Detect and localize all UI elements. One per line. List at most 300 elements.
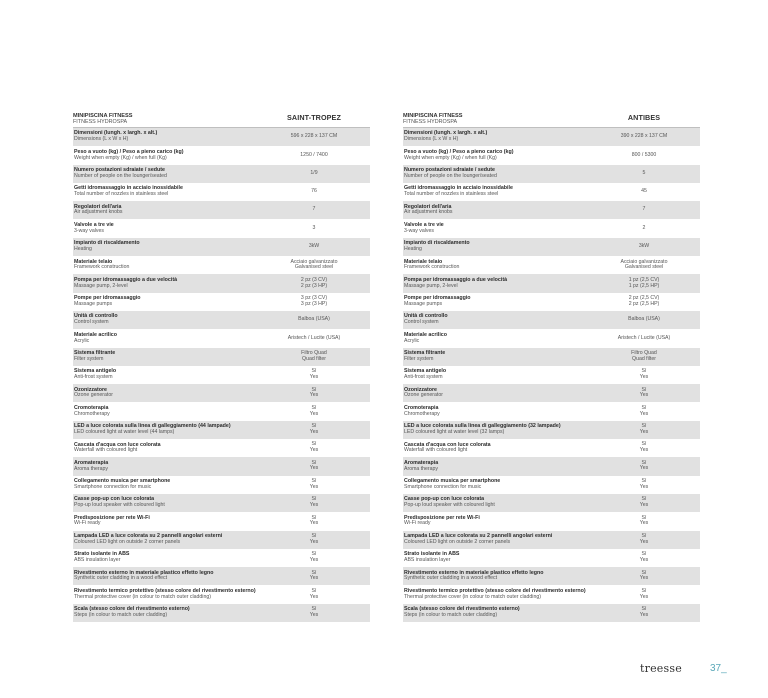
row-label (403, 223, 588, 234)
spec-label-en: Number of people on the lounger/seated (404, 172, 497, 179)
spec-label-en: Massage pumps (404, 300, 443, 307)
spec-label-en: Framework construction (74, 264, 130, 271)
row-label (73, 516, 258, 527)
spec-label-it: Materiale telaio (404, 258, 443, 265)
spec-label-en: Ozone generator (74, 392, 113, 399)
spec-value-line: 7 (312, 206, 316, 213)
table-row (403, 439, 700, 457)
spec-value-line: Sì (641, 496, 647, 503)
spec-value-line: Acciaio galvanizzato (620, 258, 668, 265)
spec-value-line: Quad filter (302, 355, 326, 362)
spec-label-it: Casse pop-up con luce colorata (404, 496, 485, 503)
spec-value (258, 134, 370, 140)
table-row (73, 128, 370, 146)
spec-value (588, 552, 700, 563)
table-row (73, 366, 370, 384)
spec-value (588, 244, 700, 250)
spec-label-en: Coloured LED light on outside 2 corner panels (74, 538, 181, 545)
table-row (403, 128, 700, 146)
table-row (403, 531, 700, 549)
row-label (73, 260, 258, 271)
spec-label-it: Materiale telaio (74, 258, 113, 265)
spec-value-line: Sì (311, 423, 317, 430)
spec-value-line: 76 (311, 188, 317, 195)
spec-value (588, 171, 700, 177)
spec-value-line: 800 / 5300 (631, 151, 657, 158)
row-label (73, 461, 258, 472)
spec-value (588, 406, 700, 417)
spec-value (258, 278, 370, 289)
spec-label-it: Peso a vuoto (kg) / Peso a pieno carico (kg) (404, 148, 514, 155)
table-row (403, 256, 700, 274)
spec-label-it: Cascata d'acqua con luce colorata (74, 441, 161, 448)
header-label (403, 113, 588, 125)
table-row (403, 274, 700, 292)
spec-label-it: Getti idromassaggio in acciaio inossidabile (404, 185, 513, 192)
table-row (403, 219, 700, 237)
row-label (403, 131, 588, 142)
spec-value (588, 388, 700, 399)
spec-label-it: Lampada LED a luce colorata su 2 pannelli angolari esterni (74, 532, 223, 539)
page-number: 37_ (710, 663, 727, 674)
spec-label-it: Pompe per idromassaggio (74, 295, 141, 302)
spec-label-en: Framework construction (404, 264, 460, 271)
spec-table-saint-tropez (73, 107, 370, 622)
spec-label-en: Acrylic (404, 337, 420, 344)
spec-value (588, 207, 700, 213)
row-label (73, 552, 258, 563)
table-row (73, 348, 370, 366)
spec-value-line: 1250 / 7400 (300, 151, 328, 158)
spec-value-line: Sì (641, 404, 647, 411)
spec-value-line: Sì (311, 514, 317, 521)
spec-label-en: Control system (74, 319, 109, 326)
spec-value-line: Yes (639, 502, 649, 509)
spec-value-line: Galvanised steel (624, 264, 664, 271)
table-row (403, 512, 700, 530)
spec-label-en: Filter system (404, 355, 434, 362)
table-row (73, 219, 370, 237)
spec-label-en: Control system (404, 319, 439, 326)
spec-value (258, 479, 370, 490)
spec-value (258, 207, 370, 213)
spec-value-line: Sì (311, 368, 317, 375)
spec-value-line: Sì (641, 386, 647, 393)
spec-value (588, 189, 700, 195)
spec-label-it: Cromoterapia (404, 404, 439, 411)
spec-label-en: Smartphone connection for music (74, 483, 152, 490)
spec-value-line: Sì (311, 386, 317, 393)
header-title-en: FITNESS HYDROSPA (403, 119, 458, 125)
spec-value (258, 226, 370, 232)
row-label (403, 205, 588, 216)
spec-value-line: 1/9 (310, 169, 318, 176)
row-label (403, 296, 588, 307)
row-label (73, 314, 258, 325)
row-label (403, 516, 588, 527)
table-row (73, 183, 370, 201)
table-row (403, 585, 700, 603)
row-label (73, 534, 258, 545)
spec-label-en: Ozone generator (404, 392, 443, 399)
table-row (403, 604, 700, 622)
table-row (73, 439, 370, 457)
row-label (73, 571, 258, 582)
row-label (403, 497, 588, 508)
spec-value-line: Yes (639, 465, 649, 472)
spec-label-en: Air adjustment knobs (404, 209, 453, 216)
row-label (403, 479, 588, 490)
spec-label-en: LED coloured light at water level (32 lamps) (404, 429, 505, 435)
spec-value-line: Sì (311, 478, 317, 485)
spec-value-line: Yes (309, 593, 319, 600)
spec-label-en: Anti-frost system (74, 374, 113, 381)
row-label (403, 461, 588, 472)
spec-value-line: Yes (639, 611, 649, 618)
spec-value-line: Filtro Quad (631, 350, 657, 356)
spec-label-it: Impianto di riscaldamento (74, 240, 140, 247)
row-label (403, 552, 588, 563)
spec-value (258, 607, 370, 618)
spec-value-line: Yes (309, 392, 319, 399)
spec-value (588, 278, 700, 289)
spec-value (588, 260, 700, 271)
spec-label-it: Rivestimento termico protettivo (stesso colore del rivestimento esterno) (404, 587, 586, 594)
model-name: SAINT-TROPEZ (287, 112, 341, 122)
table-row (403, 384, 700, 402)
spec-value (588, 153, 700, 159)
row-label (403, 443, 588, 454)
spec-value (588, 534, 700, 545)
spec-value-line: 2 (642, 224, 646, 231)
spec-label-en: Dimensions (L x W x H) (404, 136, 459, 143)
spec-value (588, 134, 700, 140)
row-label (403, 607, 588, 618)
spec-value-line: Yes (309, 428, 319, 435)
spec-value-line: 3kW (638, 243, 650, 250)
spec-value-line: Quad filter (632, 355, 656, 362)
spec-label-it: Pompa per idromassaggio a due velocità (74, 276, 178, 283)
table-row (73, 512, 370, 530)
spec-label-en: Waterfall with coloured light (404, 447, 468, 454)
spec-value (258, 424, 370, 435)
table-row (73, 256, 370, 274)
spec-value-line: Balboa (USA) (628, 316, 660, 323)
row-label (403, 571, 588, 582)
spec-label-en: Anti-frost system (404, 374, 443, 381)
spec-label-en: ABS insulation layer (404, 557, 451, 564)
header-title-it: MINIPISCINA FITNESS (403, 113, 463, 119)
spec-value (258, 461, 370, 472)
row-label (403, 333, 588, 344)
spec-label-it: Numero postazioni sdraiate / sedute (74, 167, 165, 174)
table-row (403, 311, 700, 329)
spec-label-it: Unità di controllo (74, 313, 118, 320)
table-header (403, 107, 700, 128)
spec-label-en: Chromotherapy (404, 410, 440, 417)
spec-value-line: Sì (641, 532, 647, 539)
spec-value (588, 296, 700, 307)
spec-value (588, 497, 700, 508)
spec-value (258, 534, 370, 545)
table-row (403, 238, 700, 256)
spec-value (588, 607, 700, 618)
spec-value (258, 336, 370, 342)
spec-value (258, 442, 370, 453)
spec-value (258, 406, 370, 417)
spec-label-it: Aromaterapia (404, 459, 439, 466)
row-label (73, 424, 258, 435)
spec-value (258, 497, 370, 508)
row-label (73, 186, 258, 197)
table-row (403, 201, 700, 219)
spec-value-line: Sì (311, 606, 317, 613)
table-row (403, 457, 700, 475)
spec-value-line: Yes (639, 392, 649, 399)
spec-value-line: 3 pz (3 HP) (300, 300, 328, 307)
spec-label-it: Lampada LED a luce colorata su 2 pannelli angolari esterni (404, 532, 553, 539)
spec-label-it: Impianto di riscaldamento (404, 240, 470, 247)
spec-value-line: Sì (641, 423, 647, 430)
spec-label-en: Aroma therapy (404, 465, 439, 472)
row-label (73, 443, 258, 454)
row-label (73, 333, 258, 344)
spec-label-en: Filter system (74, 355, 104, 362)
table-row (403, 293, 700, 311)
table-row (403, 183, 700, 201)
spec-label-en: Acrylic (74, 337, 90, 344)
spec-value (258, 244, 370, 250)
row-label (403, 388, 588, 399)
spec-label-en: Total number of nozzles in stainless steel (404, 191, 499, 198)
table-row (403, 421, 700, 439)
table-row (73, 531, 370, 549)
spec-label-it: Pompa per idromassaggio a due velocità (404, 276, 508, 283)
spec-value-line: Yes (639, 538, 649, 545)
row-label (403, 241, 588, 252)
spec-value (588, 336, 700, 342)
spec-value-line: 390 x 228 x 137 CM (620, 133, 668, 140)
spec-value-line: Yes (309, 520, 319, 527)
spec-value-line: Aristech / Lucite (USA) (617, 334, 671, 341)
table-row (403, 402, 700, 420)
table-row (403, 348, 700, 366)
spec-value (258, 571, 370, 582)
spec-value-line: Yes (309, 447, 319, 454)
spec-label-it: Sistema filtrante (74, 350, 116, 357)
spec-label-en: 3-way valves (74, 227, 104, 234)
row-label (403, 351, 588, 362)
table-row (403, 329, 700, 347)
table-row (73, 238, 370, 256)
table-row (403, 146, 700, 164)
spec-value-line: Sì (311, 496, 317, 503)
spec-label-it: Regolatori dell'aria (404, 203, 452, 210)
spec-label-en: Pop-up loud speaker with coloured light (404, 502, 495, 509)
spec-label-en: 3-way valves (404, 227, 434, 234)
table-row (73, 329, 370, 347)
spec-label-it: Collegamento musica per smartphone (74, 478, 171, 485)
spec-label-it: Ozonizzatore (404, 386, 437, 393)
table-row (403, 165, 700, 183)
spec-value (258, 369, 370, 380)
spec-label-it: LED a luce colorata sulla linea di galleggiamento (32 lampade) (404, 423, 561, 430)
table-row (73, 311, 370, 329)
spec-label-it: Unità di controllo (404, 313, 448, 320)
header-title-it: MINIPISCINA FITNESS (73, 113, 133, 119)
spec-label-en: Waterfall with coloured light (74, 447, 138, 454)
spec-label-it: Getti idromassaggio in acciaio inossidabile (74, 185, 183, 192)
spec-label-it: Strato isolante in ABS (404, 551, 460, 558)
row-label (73, 296, 258, 307)
spec-value-line: Galvanised steel (294, 264, 334, 271)
spec-label-en: Heating (404, 246, 422, 253)
spec-label-en: Dimensions (L x W x H) (74, 136, 129, 143)
table-row (73, 421, 370, 439)
spec-label-it: Regolatori dell'aria (74, 203, 122, 210)
spec-value-line: Sì (641, 441, 647, 448)
header-label (73, 113, 258, 125)
spec-value-line: Acciaio galvanizzato (290, 258, 338, 265)
spec-label-it: Cascata d'acqua con luce colorata (404, 441, 491, 448)
spec-value-line: Sì (641, 459, 647, 466)
spec-value (258, 153, 370, 159)
spec-label-it: Valvole a tre vie (404, 221, 444, 228)
spec-value-line: Sì (311, 404, 317, 411)
spec-value-line: Sì (311, 459, 317, 466)
spec-value-line: Yes (309, 410, 319, 417)
row-label (73, 131, 258, 142)
spec-value-line: 3kW (308, 243, 320, 250)
spec-value-line: 3 (312, 224, 316, 231)
table-row (73, 293, 370, 311)
spec-value-line: Yes (639, 410, 649, 417)
table-row (73, 201, 370, 219)
row-label (73, 497, 258, 508)
spec-value-line: 7 (642, 206, 646, 213)
row-label (73, 223, 258, 234)
table-body (403, 128, 700, 622)
row-label (73, 479, 258, 490)
spec-value-line: Yes (309, 483, 319, 490)
row-label (73, 406, 258, 417)
spec-label-en: Air adjustment knobs (74, 209, 123, 216)
spec-value-line: Aristech / Lucite (USA) (287, 334, 341, 341)
spec-label-en: Steps (in colour to match outer cladding) (404, 611, 498, 618)
spec-label-en: Smartphone connection for music (404, 483, 482, 490)
spec-value (588, 317, 700, 323)
brand-logo: treesse (640, 662, 682, 675)
row-label (73, 168, 258, 179)
spec-value-line: 45 (641, 188, 647, 195)
spec-label-it: Strato isolante in ABS (74, 551, 130, 558)
spec-value-line: Yes (309, 611, 319, 618)
spec-value (258, 552, 370, 563)
spec-label-it: Pompe per idromassaggio (404, 295, 471, 302)
spec-value (588, 461, 700, 472)
spec-value-line: 5 (642, 169, 646, 176)
spec-value (258, 189, 370, 195)
spec-value-line: Sì (641, 569, 647, 576)
spec-label-it: Dimensioni (lungh. x largh. x alt.) (404, 130, 488, 137)
spec-label-en: Pop-up loud speaker with coloured light (74, 502, 165, 509)
row-label (403, 424, 588, 435)
spec-value (258, 351, 370, 362)
spec-value-line: 596 x 228 x 137 CM (290, 133, 338, 140)
spec-label-it: Materiale acrilico (404, 331, 447, 338)
spec-value-line: Yes (639, 593, 649, 600)
spec-label-en: Synthetic outer cladding in a wood effect (74, 575, 168, 582)
table-body (73, 128, 370, 622)
spec-value-line: Yes (639, 374, 649, 380)
spec-value (588, 442, 700, 453)
spec-value (588, 589, 700, 600)
spec-value (258, 516, 370, 527)
table-row (73, 457, 370, 475)
row-label (73, 205, 258, 216)
spec-value-line: 1 pz (2,5 HP) (628, 282, 660, 289)
spec-label-it: Rivestimento esterno in materiale plastico effetto legno (404, 569, 544, 576)
row-label (403, 168, 588, 179)
row-label (73, 278, 258, 289)
header-title-en: FITNESS HYDROSPA (73, 119, 128, 125)
table-row (73, 146, 370, 164)
spec-value-line: 2 pz (3 HP) (300, 282, 328, 289)
spec-value-line: Yes (639, 556, 649, 563)
spec-label-en: Weight when empty (Kg) / when full (Kg) (404, 154, 497, 161)
spec-label-en: ABS insulation layer (74, 557, 121, 564)
spec-label-it: Predisposizione per rete Wi-Fi (404, 514, 480, 521)
spec-value (588, 571, 700, 582)
table-row (73, 549, 370, 567)
spec-value (258, 388, 370, 399)
spec-label-it: Rivestimento esterno in materiale plastico effetto legno (74, 569, 214, 576)
spec-value (258, 296, 370, 307)
spec-value (588, 351, 700, 362)
spec-value-line: Balboa (USA) (298, 316, 330, 323)
spec-label-it: Valvole a tre vie (74, 221, 114, 228)
spec-label-en: Wi-Fi ready (74, 520, 101, 527)
table-header (73, 107, 370, 128)
spec-label-en: Steps (in colour to match outer cladding) (74, 611, 168, 618)
spec-label-en: Coloured LED light on outside 2 corner panels (404, 538, 511, 545)
row-label (403, 186, 588, 197)
spec-label-it: Peso a vuoto (kg) / Peso a pieno carico (kg) (74, 148, 184, 155)
table-row (73, 402, 370, 420)
spec-label-it: Sistema antigelo (74, 368, 117, 375)
table-row (73, 494, 370, 512)
spec-value-line: Sì (311, 569, 317, 576)
row-label (403, 150, 588, 161)
spec-value (258, 317, 370, 323)
row-label (403, 278, 588, 289)
spec-value-line: Sì (311, 532, 317, 539)
table-row (73, 567, 370, 585)
spec-label-it: Materiale acrilico (74, 331, 117, 338)
spec-label-en: Massage pump, 2-level (404, 282, 458, 289)
table-row (73, 274, 370, 292)
spec-value-line: Sì (641, 551, 647, 558)
row-label (73, 388, 258, 399)
spec-value-line: Yes (639, 575, 649, 582)
spec-value-line: Filtro Quad (301, 350, 327, 356)
spec-label-it: Scala (stesso colore del rivestimento esterno) (404, 606, 520, 613)
spec-value (588, 479, 700, 490)
spec-value (258, 260, 370, 271)
row-label (403, 534, 588, 545)
row-label (73, 150, 258, 161)
model-name: ANTIBES (627, 112, 661, 122)
